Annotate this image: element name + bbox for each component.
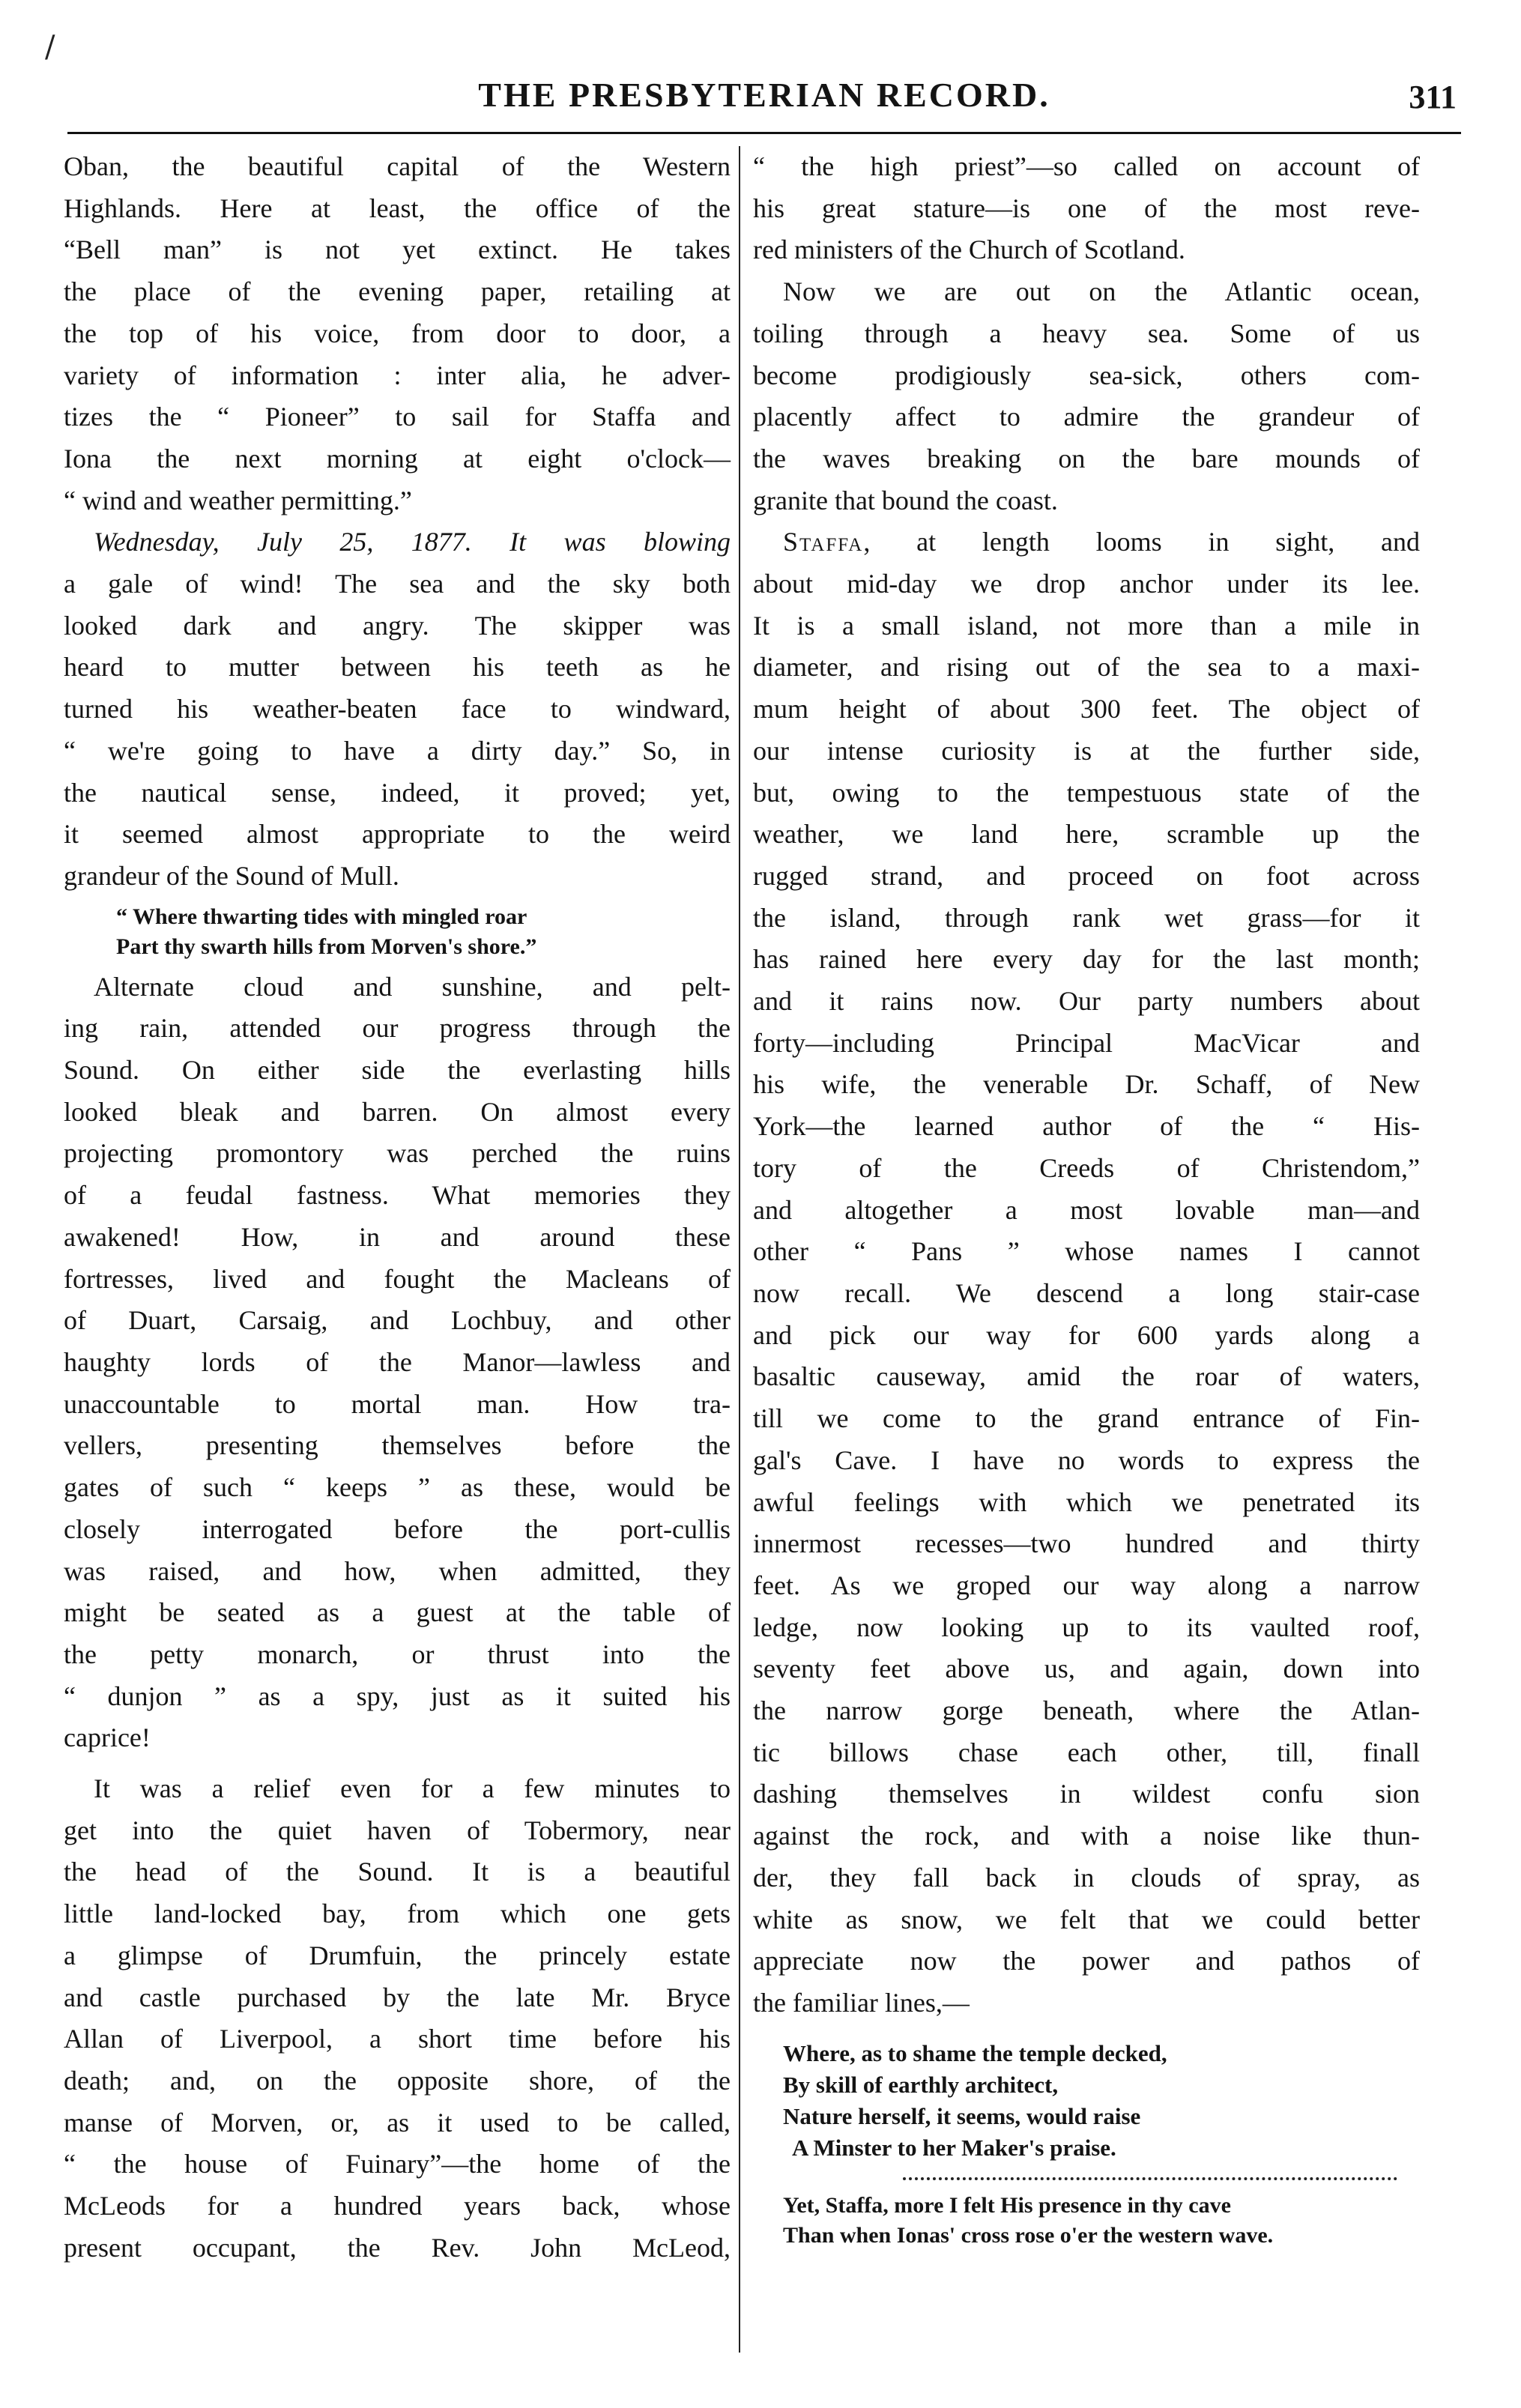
margin-tick-mark: / [45, 30, 55, 64]
couplet-line: Yet, Staffa, more I felt His presence in thy cave [783, 2192, 1231, 2218]
text-line: fortresses, lived and fought the Macleans of [64, 1263, 731, 1294]
text-line: become prodigiously sea-sick, others com- [753, 360, 1420, 390]
text-line: present occupant, the Rev. John McLeod, [64, 2232, 731, 2263]
text-line: get into the quiet haven of Tobermory, near [64, 1815, 731, 1845]
text-line: closely interrogated before the port-cullis [64, 1513, 731, 1544]
text-line: tizes the “ Pioneer” to sail for Staffa and [64, 402, 731, 432]
text-line: Now we are out on the Atlantic ocean, [783, 276, 1420, 307]
page-number: 311 [1409, 79, 1457, 115]
text-line: it seemed almost appropriate to the weird [64, 819, 731, 850]
text-line: his great stature—is one of the most reve- [753, 193, 1420, 223]
text-line: might be seated as a guest at the table of [64, 1597, 731, 1628]
paragraph-staffa [753, 521, 1420, 2024]
text-line: heard to mutter between his teeth as he [64, 652, 731, 683]
text-line: weather, we land here, scramble up the [753, 819, 1420, 850]
text-line: and altogether a most lovable man—and [753, 1194, 1420, 1225]
text-line: manse of Morven, or, as it used to be called, [64, 2107, 731, 2138]
text-line: the waves breaking on the bare mounds of [753, 443, 1420, 474]
text-line: “ dunjon ” as a spy, just as it suited his [64, 1681, 731, 1711]
text-line: the island, through rank wet grass—for it [753, 902, 1420, 933]
paragraph-tobermory [64, 1768, 731, 2269]
text-line: Wednesday, July 25, 1877. It was blowing [94, 527, 731, 557]
text-line: appreciate now the power and pathos of [753, 1946, 1420, 1976]
text-line: the nautical sense, indeed, it proved; yet, [64, 777, 731, 808]
text-line: and it rains now. Our party numbers about [753, 986, 1420, 1017]
text-line: awful feelings with which we penetrated its [753, 1486, 1420, 1517]
text-line: York—the learned author of the “ His- [753, 1111, 1420, 1142]
text-line: the place of the evening paper, retailing at [64, 276, 731, 307]
text-line: the head of the Sound. It is a beautiful [64, 1857, 731, 1887]
publication-title: THE PRESBYTERIAN RECORD. [478, 76, 1050, 114]
poem-line: Where, as to shame the temple decked, [783, 2039, 1167, 2066]
couplet-line: Than when Ionas' cross rose o'er the western wave. [783, 2222, 1274, 2248]
closing-couplet [753, 2191, 1420, 2251]
poem-line: Nature herself, it seems, would raise [783, 2102, 1141, 2129]
text-line: tic billows chase each other, till, finall [753, 1737, 1420, 1767]
text-line: and castle purchased by the late Mr. Bryce [64, 1982, 731, 2012]
text-line: about mid-day we drop anchor under its lee. [753, 569, 1420, 599]
paragraph-oban [64, 146, 731, 521]
quote-line: Part thy swarth hills from Morven's shore.” [116, 934, 537, 959]
text-line: his wife, the venerable Dr. Schaff, of New [753, 1069, 1420, 1100]
text-line: diameter, and rising out of the sea to a maxi- [753, 652, 1420, 683]
text-line: Oban, the beautiful capital of the Western [64, 151, 731, 181]
text-line: Sound. On either side the everlasting hills [64, 1055, 731, 1086]
text-line: of a feudal fastness. What memories they [64, 1180, 731, 1211]
text-line: looked bleak and barren. On almost every [64, 1096, 731, 1127]
text-line: rugged strand, and proceed on foot across [753, 860, 1420, 891]
text-line: gal's Cave. I have no words to express the [753, 1445, 1420, 1475]
text-line: der, they fall back in clouds of spray, as [753, 1862, 1420, 1893]
verse-quote [64, 902, 731, 962]
text-line: till we come to the grand entrance of Fin- [753, 1403, 1420, 1434]
paragraph-alternate-cloud [64, 966, 731, 1759]
text-line: Iona the next morning at eight o'clock— [64, 443, 731, 474]
text-line: looked dark and angry. The skipper was [64, 610, 731, 641]
text-line: a gale of wind! The sea and the sky both [64, 569, 731, 599]
text-line [753, 521, 1420, 563]
text-line: Highlands. Here at least, the office of the [64, 193, 731, 223]
text-line: “ wind and weather permitting.” [64, 485, 412, 515]
poem-line: By skill of earthly architect, [783, 2071, 1059, 2098]
text-line: forty—including Principal MacVicar and [753, 1027, 1420, 1058]
text-line: the petty monarch, or thrust into the [64, 1639, 731, 1669]
text-line: haughty lords of the Manor—lawless and [64, 1346, 731, 1377]
text-line: has rained here every day for the last month; [753, 944, 1420, 975]
left-column [64, 146, 731, 2269]
text-line: little land-locked bay, from which one gets [64, 1899, 731, 1929]
right-column [753, 146, 1420, 2251]
text-line: against the rock, and with a noise like thun- [753, 1821, 1420, 1851]
text-line: ledge, now looking up to its vaulted roof, [753, 1612, 1420, 1642]
text-line: red ministers of the Church of Scotland. [753, 235, 1185, 265]
text-line: unaccountable to mortal man. How tra- [64, 1388, 731, 1419]
text-line: dashing themselves in wildest confu sion [753, 1779, 1420, 1809]
text-line: the familiar lines,— [753, 1987, 970, 2018]
text-line: ing rain, attended our progress through the [64, 1013, 731, 1044]
text-line: Allan of Liverpool, a short time before his [64, 2024, 731, 2054]
text-line: variety of information : inter alia, he adver- [64, 360, 731, 390]
text-line: mum height of about 300 feet. The object of [753, 694, 1420, 724]
text-line: grandeur of the Sound of Mull. [64, 860, 399, 891]
text-line: basaltic causeway, amid the roar of waters, [753, 1361, 1420, 1392]
text-line: our intense curiosity is at the further side, [753, 735, 1420, 766]
text-line: “Bell man” is not yet extinct. He takes [64, 235, 731, 265]
text-line: “ we're going to have a dirty day.” So, in [64, 735, 731, 766]
text-line: the narrow gorge beneath, where the Atlan- [753, 1695, 1420, 1726]
staffa-heading: Staffa [783, 527, 864, 557]
column-divider [739, 146, 740, 2353]
text-fragment: , at length looms in sight, and [863, 527, 1420, 557]
text-line: now recall. We descend a long stair-case [753, 1277, 1420, 1308]
text-line: innermost recesses—two hundred and thirty [753, 1528, 1420, 1559]
text-line: McLeods for a hundred years back, whose [64, 2191, 731, 2221]
text-line: gates of such “ keeps ” as these, would be [64, 1472, 731, 1503]
text-line: It was a relief even for a few minutes to [94, 1773, 731, 1804]
text-line: white as snow, we felt that we could better [753, 1904, 1420, 1934]
text-line: tory of the Creeds of Christendom,” [753, 1152, 1420, 1183]
text-line: was raised, and how, when admitted, they [64, 1555, 731, 1586]
text-line: and pick our way for 600 yards along a [753, 1319, 1420, 1350]
text-line: seventy feet above us, and again, down into [753, 1654, 1420, 1684]
page-header [67, 72, 1461, 134]
text-line: vellers, presenting themselves before the [64, 1430, 731, 1461]
text-line: “ the high priest”—so called on account of [753, 151, 1420, 181]
text-line: death; and, on the opposite shore, of the [64, 2065, 731, 2096]
text-line: but, owing to the tempestuous state of the [753, 777, 1420, 808]
poem-line: A Minster to her Maker's praise. [792, 2134, 1116, 2161]
text-line: other “ Pans ” whose names I cannot [753, 1236, 1420, 1267]
text-line: placently affect to admire the grandeur of [753, 402, 1420, 432]
text-line: Alternate cloud and sunshine, and pelt- [94, 971, 731, 1002]
quote-line: “ Where thwarting tides with mingled roar [116, 904, 527, 929]
text-line: turned his weather-beaten face to windward, [64, 694, 731, 724]
text-line: of Duart, Carsaig, and Lochbuy, and other [64, 1305, 731, 1336]
text-line: It is a small island, not more than a mile in [753, 610, 1420, 641]
paragraph-wednesday [64, 521, 731, 897]
text-line: a glimpse of Drumfuin, the princely estate [64, 1940, 731, 1970]
text-line: the top of his voice, from door to door, a [64, 318, 731, 348]
text-line: granite that bound the coast. [753, 485, 1058, 515]
dotted-ellipsis-rule [903, 2177, 1397, 2180]
text-line: “ the house of Fuinary”—the home of the [64, 2149, 731, 2179]
paragraph-atlantic [753, 271, 1420, 521]
text-line: feet. As we groped our way along a narrow [753, 1570, 1420, 1600]
text-line: toiling through a heavy sea. Some of us [753, 318, 1420, 348]
text-line: caprice! [64, 1722, 151, 1753]
paragraph-high-priest [753, 146, 1420, 271]
text-line: awakened! How, in and around these [64, 1221, 731, 1252]
text-line: projecting promontory was perched the ruins [64, 1138, 731, 1169]
verse-poem [753, 2038, 1420, 2164]
